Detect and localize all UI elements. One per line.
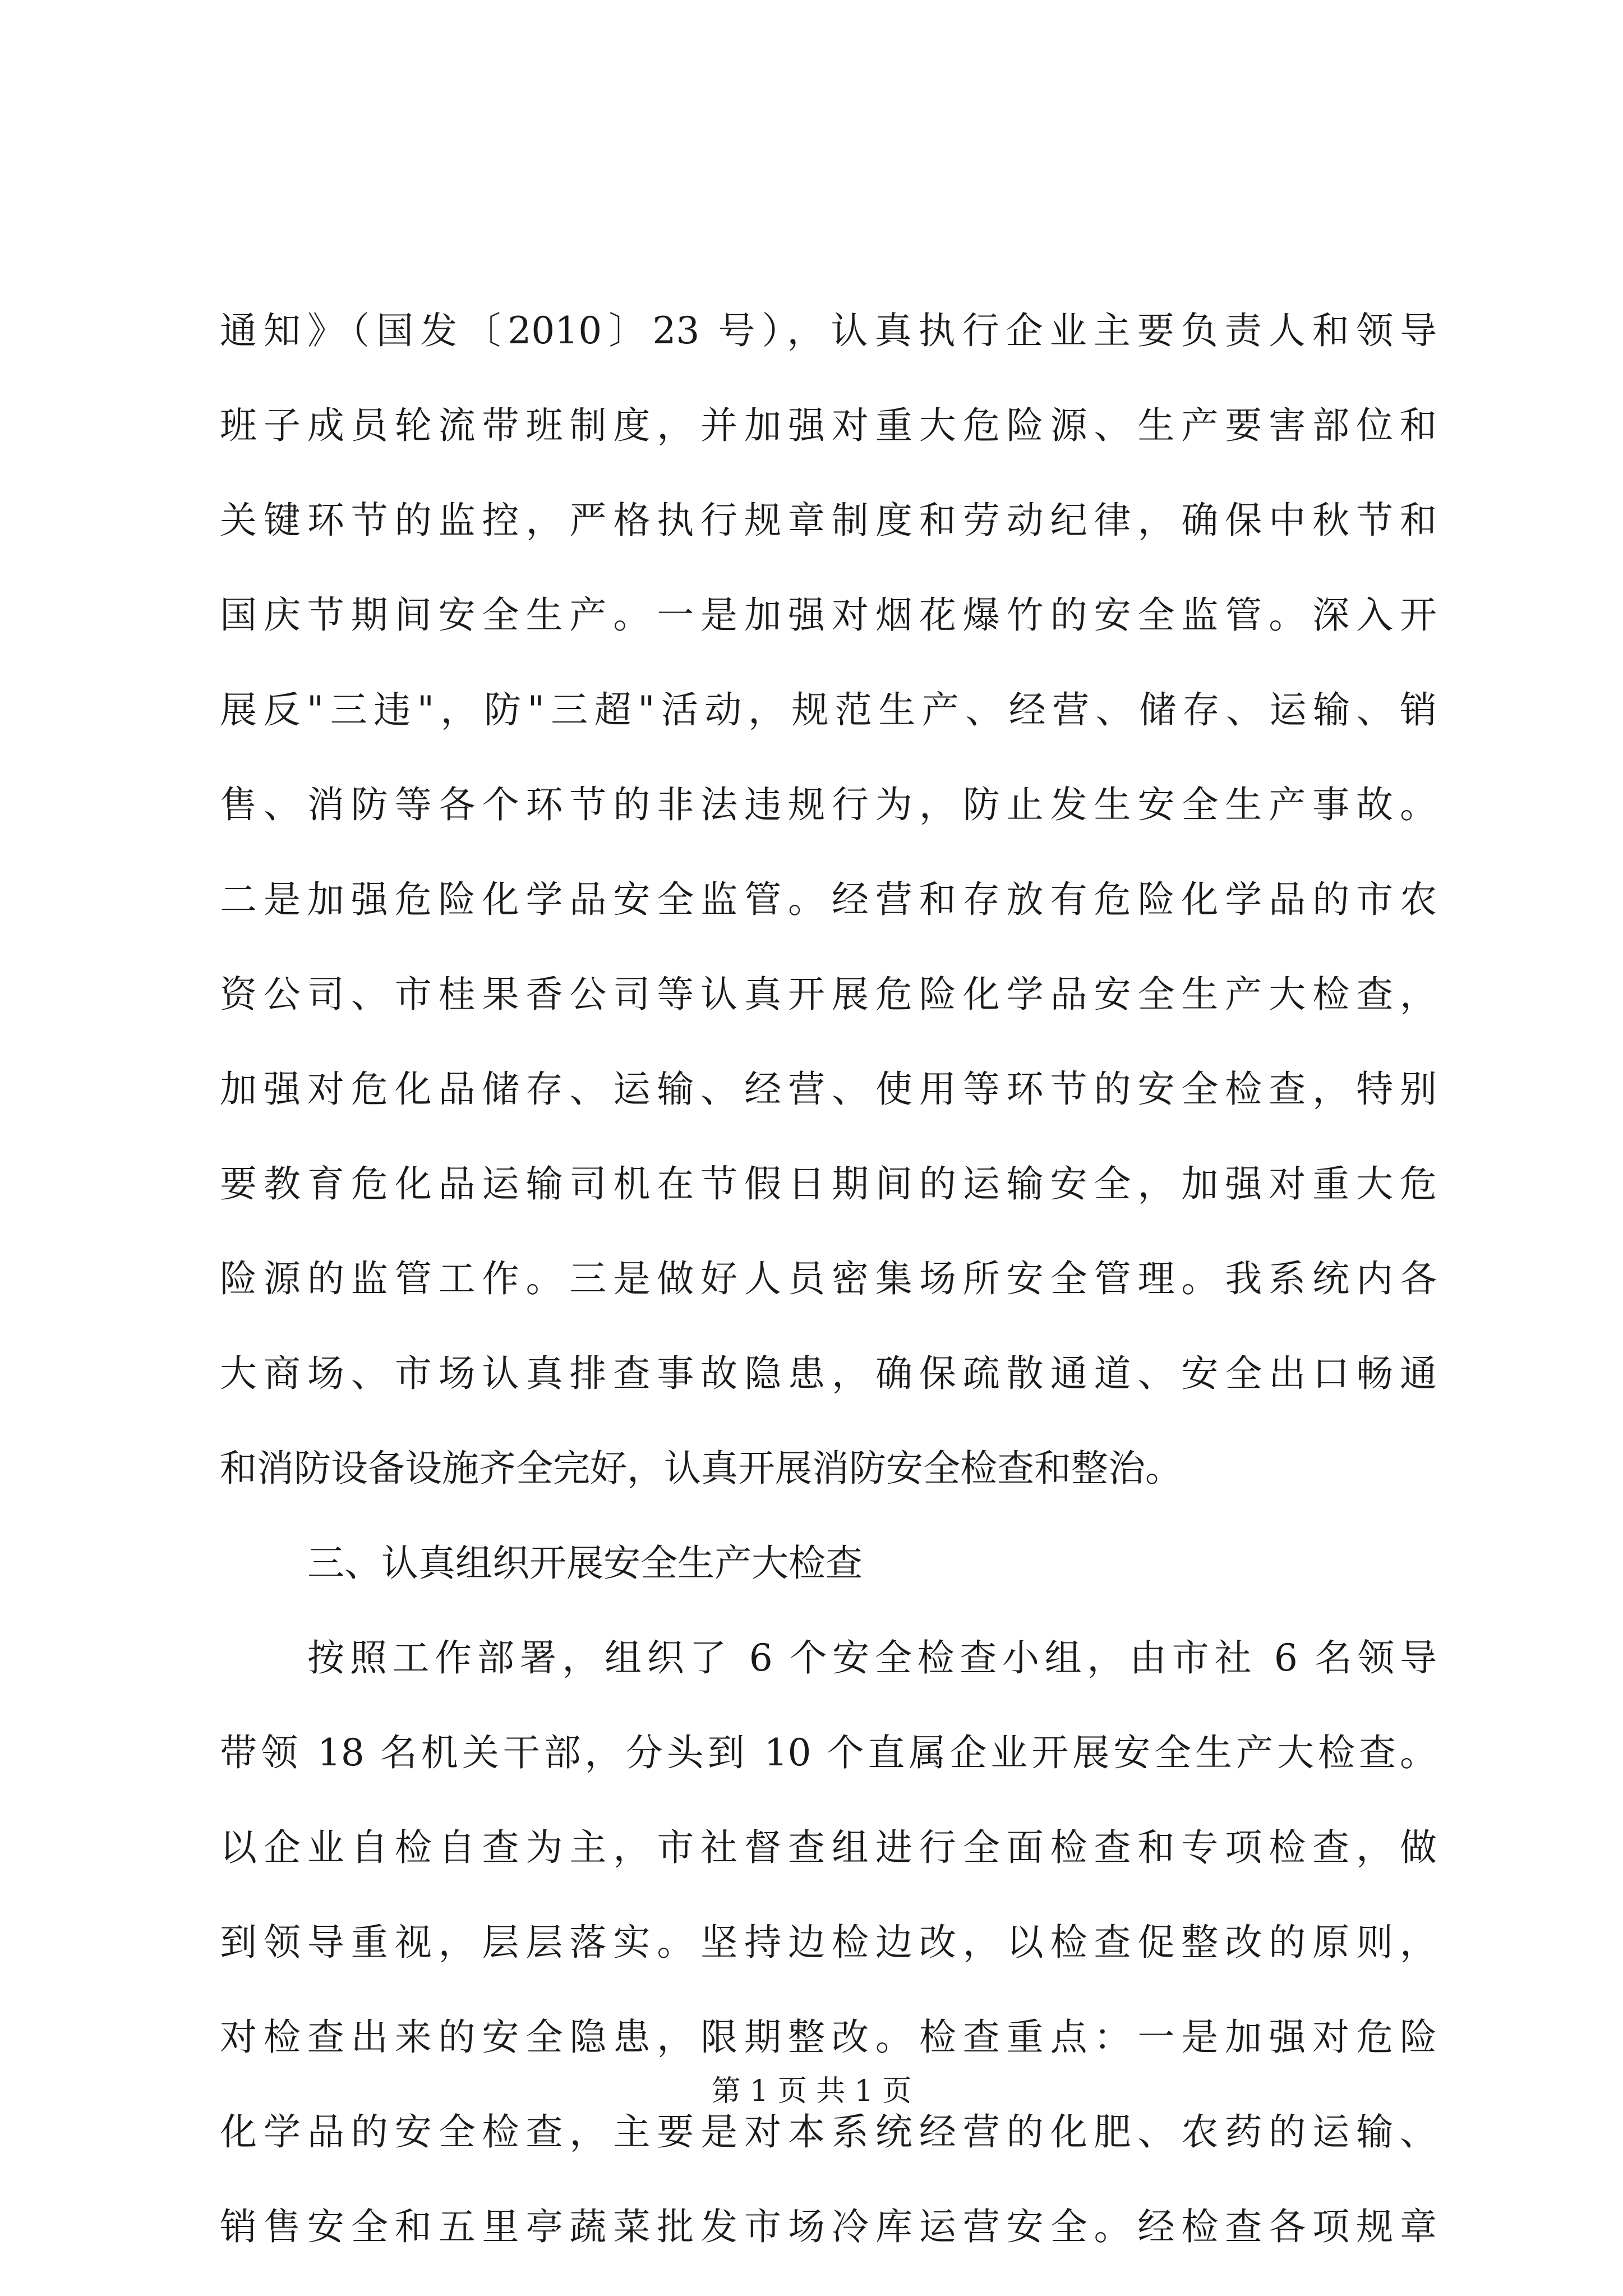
- document-body: [220, 283, 1437, 2274]
- text-line: 销售安全和五里亭蔬菜批发市场冷库运营安全。经检查各项规章: [220, 2205, 1437, 2248]
- text-line: 资公司、市桂果香公司等认真开展危险化学品安全生产大检查，: [220, 973, 1437, 1016]
- text-line: 大商场、市场认真排查事故隐患，确保疏散通道、安全出口畅通: [220, 1352, 1437, 1395]
- text-line: 国庆节期间安全生产。一是加强对烟花爆竹的安全监管。深入开: [220, 593, 1437, 637]
- text-line: 售、消防等各个环节的非法违规行为，防止发生安全生产事故。: [220, 783, 1437, 826]
- text-line: 对检查出来的安全隐患，限期整改。检查重点：一是加强对危险: [220, 2016, 1437, 2059]
- page-footer: 第 1 页 共 1 页: [711, 2074, 912, 2108]
- text-line: 展反"三违"，防"三超"活动，规范生产、经营、储存、运输、销: [220, 688, 1437, 731]
- text-line: 通知》（国发〔2010〕23 号），认真执行企业主要负责人和领导: [220, 309, 1437, 352]
- text-line: 以企业自检自查为主，市社督查组进行全面检查和专项检查，做: [220, 1826, 1437, 1869]
- section-heading: 三、认真组织开展安全生产大检查: [307, 1542, 863, 1585]
- text-line: 加强对危化品储存、运输、经营、使用等环节的安全检查，特别: [220, 1068, 1437, 1111]
- text-line: 和消防设备设施齐全完好，认真开展消防安全检查和整治。: [220, 1447, 1182, 1490]
- text-line: 化学品的安全检查，主要是对本系统经营的化肥、农药的运输、: [220, 2110, 1437, 2154]
- text-line: 险源的监管工作。三是做好人员密集场所安全管理。我系统内各: [220, 1257, 1437, 1300]
- text-line: 带领 18 名机关干部，分头到 10 个直属企业开展安全生产大检查。: [220, 1731, 1437, 1774]
- text-line: 到领导重视，层层落实。坚持边检边改，以检查促整改的原则，: [220, 1921, 1437, 1964]
- text-line: 二是加强危险化学品安全监管。经营和存放有危险化学品的市农: [220, 878, 1437, 921]
- text-line: 按照工作部署，组织了 6 个安全检查小组，由市社 6 名领导: [307, 1636, 1437, 1680]
- text-line: 班子成员轮流带班制度，并加强对重大危险源、生产要害部位和: [220, 404, 1437, 447]
- text-line: 要教育危化品运输司机在节假日期间的运输安全，加强对重大危: [220, 1162, 1437, 1205]
- text-line: 关键环节的监控，严格执行规章制度和劳动纪律，确保中秋节和: [220, 499, 1437, 542]
